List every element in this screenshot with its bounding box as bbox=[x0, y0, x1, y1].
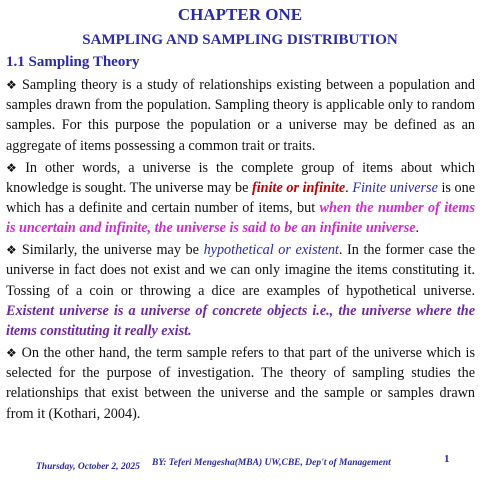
paragraph-sample bbox=[6, 343, 475, 424]
diamond-bullet-icon: ❖ bbox=[6, 346, 18, 361]
highlight-hypothetical-existent: hypothetical or existent bbox=[203, 242, 339, 259]
highlight-finite-infinite: finite or infinite bbox=[252, 179, 346, 196]
footer-author: BY: Teferi Mengesha(MBA) UW,CBE, Dep't of Management bbox=[152, 458, 391, 468]
paragraph-hypothetical bbox=[6, 240, 475, 341]
diamond-bullet-icon: ❖ bbox=[6, 78, 18, 92]
paragraph-text: is one which has a definite and certain number of items, but bbox=[6, 179, 476, 217]
diamond-bullet-icon: ❖ bbox=[6, 160, 22, 175]
paragraph-text: In other words, a universe is the complete group of items about which knowledge is sought. The universe may be bbox=[6, 159, 475, 196]
paragraph-text: Similarly, the universe may be bbox=[21, 242, 204, 259]
chapter-subtitle: SAMPLING AND SAMPLING DISTRIBUTION bbox=[82, 32, 398, 48]
section-heading: 1.1 Sampling Theory bbox=[6, 54, 140, 70]
body-text bbox=[6, 75, 475, 426]
paragraph-text: . bbox=[415, 220, 420, 237]
highlight-infinite-universe: when the number of items is uncertain and infinite, the universe is said to be an infinite universe bbox=[6, 200, 475, 237]
highlight-finite-universe: Finite universe bbox=[352, 179, 438, 196]
paragraph-text: On the other hand, the term sample refers to that part of the universe which is selected for the purpose of investigation. The theory of sampling studies the relationships that exist between the universe and the sample or samples drawn from it (Kothari, 2004). bbox=[6, 345, 475, 422]
paragraph-text: . In the former case the universe in fact does not exist and we can only imagine the items constituting it. Tossing of a coin or throwing a dice are examples of hypothetical universe. bbox=[6, 242, 475, 299]
page-number: 1 bbox=[444, 453, 450, 465]
chapter-title: CHAPTER ONE bbox=[177, 5, 303, 24]
diamond-bullet-icon: ❖ bbox=[6, 243, 18, 258]
highlight-existent-universe: Existent universe is a universe of concrete objects i.e., the universe where the items constituting it really exist. bbox=[6, 302, 475, 340]
paragraph-text: . bbox=[345, 179, 353, 196]
paragraph-sampling-theory bbox=[6, 75, 475, 156]
paragraph-text: Sampling theory is a study of relationships existing between a population and samples drawn from the population. Sampling theory is applicable only to random samples. For this purpose the population or a universe may be defined as an aggregate of items possessing a common trait or traits. bbox=[6, 77, 475, 154]
footer-date: Thursday, October 2, 2025 bbox=[36, 462, 140, 472]
paragraph-universe bbox=[6, 158, 475, 239]
